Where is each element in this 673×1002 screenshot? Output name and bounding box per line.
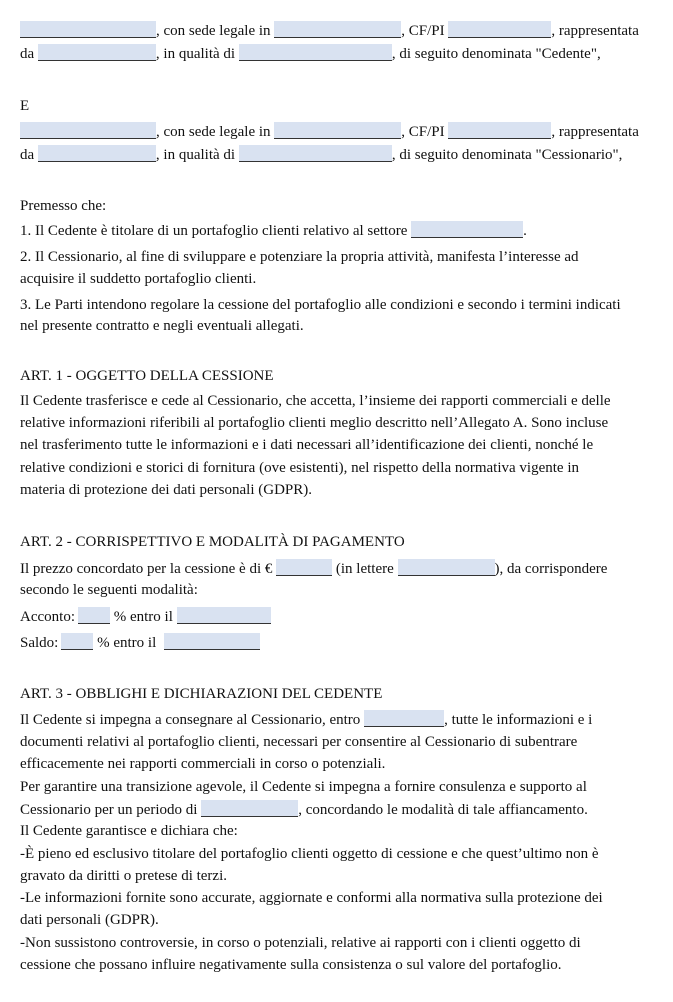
acconto-row [20, 607, 271, 626]
premise-2-line-2: acquisire il suddetto portafoglio clienti. [20, 271, 257, 287]
text-cfpi: , CF/PI [401, 124, 445, 140]
cessionario-line-1 [20, 122, 639, 141]
acconto-percent-text: % entro il [113, 609, 173, 625]
art3-line-10: dati personali (GDPR). [20, 912, 159, 928]
cedente-line-1 [20, 21, 639, 40]
art3-line-4: Per garantire una transizione agevole, il Cedente si impegna a fornire consulenza e supporto al [20, 779, 587, 795]
premise-3-line-1: 3. Le Parti intendono regolare la cessione del portafoglio alle condizioni e secondo i termini indicati [20, 297, 621, 313]
text-seat: , con sede legale in [156, 124, 271, 140]
art3-line-6: Il Cedente garantisce e dichiara che: [20, 823, 238, 839]
art1-line-1: Il Cedente trasferisce e cede al Cessionario, che accetta, l’insieme dei rapporti commerciali e delle [20, 393, 611, 409]
text-capacity: , in qualità di [155, 147, 236, 163]
text-cessionario-named: , di seguito denominata "Cessionario", [391, 147, 623, 163]
cedente-line-2 [20, 44, 601, 63]
acconto-date-field[interactable] [177, 607, 271, 624]
sector-field[interactable] [411, 221, 523, 238]
art3-line-5 [20, 800, 588, 819]
text-cfpi: , CF/PI [401, 23, 445, 39]
support-tail-text: , concordando le modalità di tale affiancamento. [298, 802, 588, 818]
price-words-field[interactable] [398, 559, 495, 576]
art1-line-4: relative condizioni e storici di fornitura (ove esistenti), nel rispetto della normativa vigente in [20, 460, 579, 476]
art1-title: ART. 1 - OGGETTO DELLA CESSIONE [20, 368, 274, 384]
art3-title: ART. 3 - OBBLIGHI E DICHIARAZIONI DEL CEDENTE [20, 686, 383, 702]
art2-line-2: secondo le seguenti modalità: [20, 582, 198, 598]
premise-3-line-2: nel presente contratto e negli eventuali allegati. [20, 318, 304, 334]
art3-line-8: gravato da diritti o pretese di terzi. [20, 868, 228, 884]
art3-line-3: efficacemente nei rapporti commerciali in corso o potenziali. [20, 756, 386, 772]
saldo-percent-text: % entro il [97, 635, 157, 651]
cessionario-cfpi-field[interactable] [448, 122, 551, 139]
support-period-text: Cessionario per un periodo di [20, 802, 198, 818]
price-tail-text: ), da corrispondere [494, 561, 608, 577]
art3-line-1 [20, 710, 592, 729]
art1-line-5: materia di protezione dei dati personali (GDPR). [20, 482, 312, 498]
art3-line-7: -È pieno ed esclusivo titolare del portafoglio clienti oggetto di cessione e che quest’ultimo non è [20, 846, 599, 862]
premise-1 [20, 221, 527, 240]
saldo-date-field[interactable] [164, 633, 260, 650]
cessionario-capacity-field[interactable] [239, 145, 392, 162]
saldo-label: Saldo: [20, 635, 59, 651]
cessionario-representative-field[interactable] [38, 145, 156, 162]
price-amount-field[interactable] [276, 559, 332, 576]
text-by: da [20, 147, 35, 163]
premise-1-end: . [523, 223, 527, 239]
art3-line-2: documenti relativi al portafoglio clienti, necessari per consentire al Cessionario di subentrare [20, 734, 578, 750]
art3-line-9: -Le informazioni fornite sono accurate, aggiornate e conformi alla normativa sulla protezione dei [20, 890, 603, 906]
premises-intro: Premesso che: [20, 198, 107, 214]
premise-1-text: 1. Il Cedente è titolare di un portafoglio clienti relativo al settore [20, 223, 408, 239]
delivery-tail-text: , tutte le informazioni e i [444, 712, 593, 728]
art2-line-1 [20, 559, 607, 578]
delivery-deadline-field[interactable] [364, 710, 444, 727]
art3-line-12: cessione che possano influire negativamente sulla consistenza o sul valore del portafoglio. [20, 957, 562, 973]
acconto-label: Acconto: [20, 609, 75, 625]
saldo-row [20, 633, 260, 652]
text-represented: , rappresentata [551, 124, 639, 140]
art2-title: ART. 2 - CORRISPETTIVO E MODALITÀ DI PAGAMENTO [20, 534, 405, 550]
cessionario-name-field[interactable] [20, 122, 156, 139]
art1-line-3: nel trasferimento tutte le informazioni e i dati necessari all’identificazione dei clienti, nonché le [20, 437, 594, 453]
price-text: Il prezzo concordato per la cessione è di € [20, 561, 273, 577]
cedente-cfpi-field[interactable] [448, 21, 551, 38]
cedente-capacity-field[interactable] [239, 44, 392, 61]
text-by: da [20, 46, 35, 62]
cedente-name-field[interactable] [20, 21, 156, 38]
text-and: E [20, 98, 30, 114]
premise-2-line-1: 2. Il Cessionario, al fine di sviluppare e potenziare la propria attività, manifesta l’interesse ad [20, 249, 579, 265]
cedente-seat-field[interactable] [274, 21, 401, 38]
cessionario-line-2 [20, 145, 622, 164]
saldo-percent-field[interactable] [61, 633, 93, 650]
cedente-representative-field[interactable] [38, 44, 156, 61]
price-words-label: (in lettere [335, 561, 394, 577]
text-represented: , rappresentata [551, 23, 639, 39]
text-seat: , con sede legale in [156, 23, 271, 39]
delivery-text: Il Cedente si impegna a consegnare al Cessionario, entro [20, 712, 361, 728]
text-capacity: , in qualità di [155, 46, 236, 62]
art1-line-2: relative informazioni riferibili al portafoglio clienti meglio descritto nell’Allegato A. Sono incluse [20, 415, 609, 431]
art3-line-11: -Non sussistono controversie, in corso o potenziali, relative ai rapporti con i clienti oggetto di [20, 935, 581, 951]
support-period-field[interactable] [201, 800, 298, 817]
text-cedente-named: , di seguito denominata "Cedente", [391, 46, 601, 62]
acconto-percent-field[interactable] [78, 607, 110, 624]
cessionario-seat-field[interactable] [274, 122, 401, 139]
